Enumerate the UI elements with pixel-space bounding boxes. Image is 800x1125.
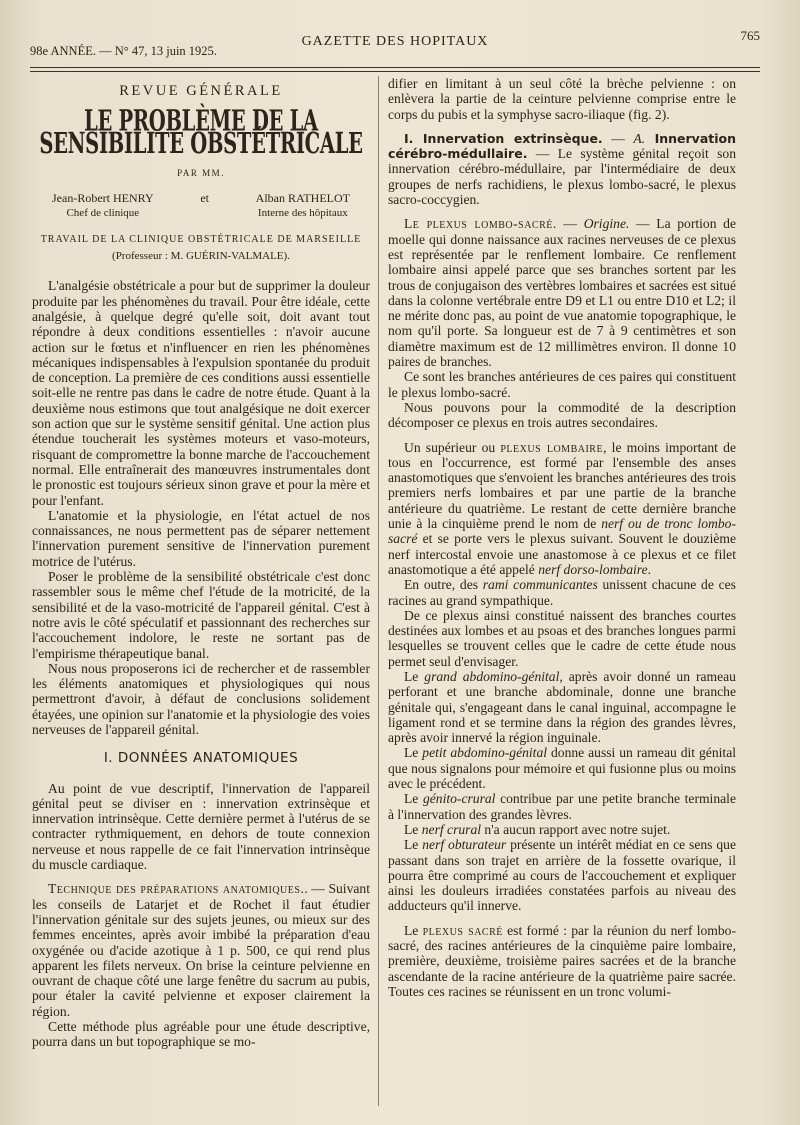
paragraph: L'anatomie et la physiologie, en l'état actuel de nos connaissances, ne nous permettent pas de séparer nettement l'innervation purement sensitive de l'innervation purement motrice de l'utérus. xyxy=(32,507,370,569)
by-line: PAR MM. xyxy=(177,167,225,178)
paragraph: Nous pouvons pour la commodité de la description décomposer ce plexus en trois autres secondaires. xyxy=(388,399,736,431)
paragraph: difier en limitant à un seul côté la brèche pelvienne : on enlèvera la partie de la ceinture pelvienne comprise entre le corps du pubis et la symphyse sacro-iliaque (fig. 2). xyxy=(388,76,736,122)
author-2 xyxy=(256,191,350,222)
author-1-name: Jean-Robert HENRY xyxy=(52,191,154,206)
page-number: 765 xyxy=(740,28,760,43)
header-rule-thin xyxy=(30,71,760,72)
header-rule xyxy=(30,67,760,68)
authors xyxy=(32,191,370,222)
paragraph: Nous nous proposerons ici de rechercher et de rassembler les éléments anatomiques et physiologiques qui nous permettront d'avoir, à défaut de conclusions solidement étayées, une opinion sur l'anatomie et la physiologie des voies nerveuses de l'appareil génital. xyxy=(32,660,370,737)
paragraph: Ce sont les branches antérieures de ces paires qui constituent le plexus lombo-sacré. xyxy=(388,369,736,400)
subsection-heading: I. Innervation extrinsèque. xyxy=(404,130,603,146)
professor: (Professeur : M. GUÉRIN-VALMALE). xyxy=(112,250,290,263)
technique-text: . — Suivant les conseils de Latarjet et de Rochet il faut étudier l'innervation génitale sur des sujets jeunes, ou mieux sur des femmes enceintes, après avoir imbibé la préparation d'eau oxygénée ou d'acide azotique à 1 p. 500, ce qui rend plus apparent les filets nerveux. On brise la ceinture pelvienne en ouvrant de chaque côté une large fenêtre du sacrum au pubis, pour étaler la cavité pelvienne et exposer clairement la région. xyxy=(32,881,370,1019)
technique-lead: Technique des préparations anatomiques. xyxy=(48,881,305,897)
page-header xyxy=(30,28,760,64)
paragraph: Le génito-crural contribue par une petite branche terminale à l'innervation des grandes lèvres. xyxy=(388,791,736,822)
affiliation: TRAVAIL DE LA CLINIQUE OBSTÉTRICALE DE MARSEILLE xyxy=(40,233,362,245)
author-2-role: Interne des hôpitaux xyxy=(257,207,348,220)
author-2-name: Alban RATHELOT xyxy=(255,191,350,206)
paragraph: Le plexus lombo-sacré. — Origine. — La portion de moelle qui donne naissance aux racines nerveuses de ce plexus est représentée par le renflement lombaire. Ce renflement lombaire ainsi appelé parce que ses branches sortent par les trous de conjugaison des vertèbres lombaires et sacrées est situé dans la colonne vertébrale entre D9 et L1 ou entre D10 et L2; il ne mérite donc pas, au point de vue anatomie topographique, le nom qu'il porte. Sa longueur est de 7 à 9 centimètres et son diamètre maximum est de 12 millimètres environ. Il donne 10 paires de branches. xyxy=(388,216,737,370)
paragraph: Poser le problème de la sensibilité obstétricale c'est donc rassembler sous le même chef l'étude de la motricité, de la sensibilité et de la vaso-motricité de l'appareil génital. C'est à notre avis le côté spéculatif et passionnant des recherches sur l'accouchement indolore, le reste ne sortant pas de l'empirisme thérapeutique banal. xyxy=(32,569,370,661)
authors-conjunction: et xyxy=(200,191,209,206)
paragraph: De ce plexus ainsi constitué naissent des branches courtes destinées aux lombes et au psoas et des branches longues parmi lesquelles se trouvent celles que le cadre de cette étude nous permet seul d'envisager. xyxy=(388,607,736,669)
paragraph: Un supérieur ou plexus lombaire, le moins important de tous en l'occurrence, est formé par l'ensemble des anses anastomotiques que s'envoient les branches antérieures des trois premiers nerfs lombaires et par une partie de la branche antérieure du quatrième. Le restant de cette dernière branche unie à la cinquième prend le nom de nerf ou de tronc lombo-sacré et se porte vers le plexus suivant. Souvent le douzième nerf intercostal envoie une anastomose à ce plexus et ce filet anastomotique a été appelé nerf dorso-lombaire. xyxy=(388,439,736,577)
issue-info: 98e ANNÉE. — N° 47, 13 juin 1925. xyxy=(30,44,217,58)
subsection-paragraph: I. Innervation extrinsèque. — A. Innervation cérébro-médullaire. — Le système génital reçoit son innervation cérébro-médullaire, par l'intermédiaire de deux groupes de nerfs rachidiens, le plexus lombo-sacré, le plexus sacro-coccygien. xyxy=(388,130,736,208)
technique-paragraph xyxy=(32,881,370,1019)
author-1 xyxy=(52,191,154,222)
right-column xyxy=(388,76,736,999)
left-column xyxy=(32,76,370,1050)
column-divider xyxy=(378,76,379,1106)
article-title: LE PROBLÈME DE LA SENSIBILITÉ OBSTÉTRICALE xyxy=(39,103,363,162)
paragraph: En outre, des rami communicantes unissent chacune de ces racines au grand sympathique. xyxy=(388,577,736,608)
paragraph: Au point de vue descriptif, l'innervation de l'appareil génital peut se diviser en : innervation extrinsèque et innervation intrinsèque. Cette dernière permet à l'utérus de se contracter rythmiquement, en dehors de toute connexion nerveuse et nous rappelle de ce fait l'innervation intrinsèque du muscle cardiaque. xyxy=(32,780,370,873)
author-1-role: Chef de clinique xyxy=(66,207,140,220)
paragraph: Le nerf obturateur présente un intérêt médiat en ce sens que passant dans son trajet en arrière de la fossette ovarique, il pourra être comprimé au cours de l'accouchement et expliquer ainsi les douleurs irradiées constatées parfois au niveau des adducteurs qu'il innerve. xyxy=(388,837,736,914)
section-heading: I. DONNÉES ANATOMIQUES xyxy=(103,750,299,767)
paragraph: Le grand abdomino-génital, après avoir donné un rameau perforant et une branche abdominale, donne une branche génitale qui, s'engageant dans le canal inguinal, accompagne le ligament rond et se termine dans la région des grandes lèvres, après avoir innervé la région inguinale. xyxy=(388,668,736,746)
paragraph: Le petit abdomino-génital donne aussi un rameau dit génital que nous signalons pour mémoire et qui fusionne plus ou moins avec le précédent. xyxy=(388,745,737,792)
paragraph: L'analgésie obstétricale a pour but de supprimer la douleur produite par les phénomènes du travail. Pour être idéale, cette analgésie, à quelque degré qu'elle soit, doit avant tout répondre à deux conditions essentielles : n'avoir aucune action sur le fœtus et n'influencer en rien les phénomènes mécaniques indispensables à l'expulsion spontanée du produit de conception. La première de ces conditions aussi essentielle soit-elle ne rentre pas dans le cadre de notre étude. Quant à la deuxième nous estimons que tout analgésique ne doit exercer son action que sur le système sensitif génital. Une action plus étendue toucherait les systèmes moteurs et vaso-moteurs, risquant de compromettre la bonne marche de l'accouchement normal. Elle entraînerait des manœuvres instrumentales dont le pronostic est toujours sérieux sinon grave et pour la mère et pour l'enfant. xyxy=(32,278,370,508)
paragraph: Cette méthode plus agréable pour une étude descriptive, pourra dans un but topographique se mo- xyxy=(32,1019,370,1050)
journal-title: GAZETTE DES HOPITAUX xyxy=(301,34,489,49)
paragraph: Le nerf crural n'a aucun rapport avec notre sujet. xyxy=(404,821,671,837)
section-label: REVUE GÉNÉRALE xyxy=(119,83,283,99)
paragraph: Le plexus sacré est formé : par la réunion du nerf lombo-sacré, des racines antérieures de la cinquième paire lombaire, première, deuxième, troisième paires sacrées et de la branche ascendante de la racine antérieure de la quatrième paire sacrée. Toutes ces racines se réunissent en un tronc volumi- xyxy=(388,922,736,999)
